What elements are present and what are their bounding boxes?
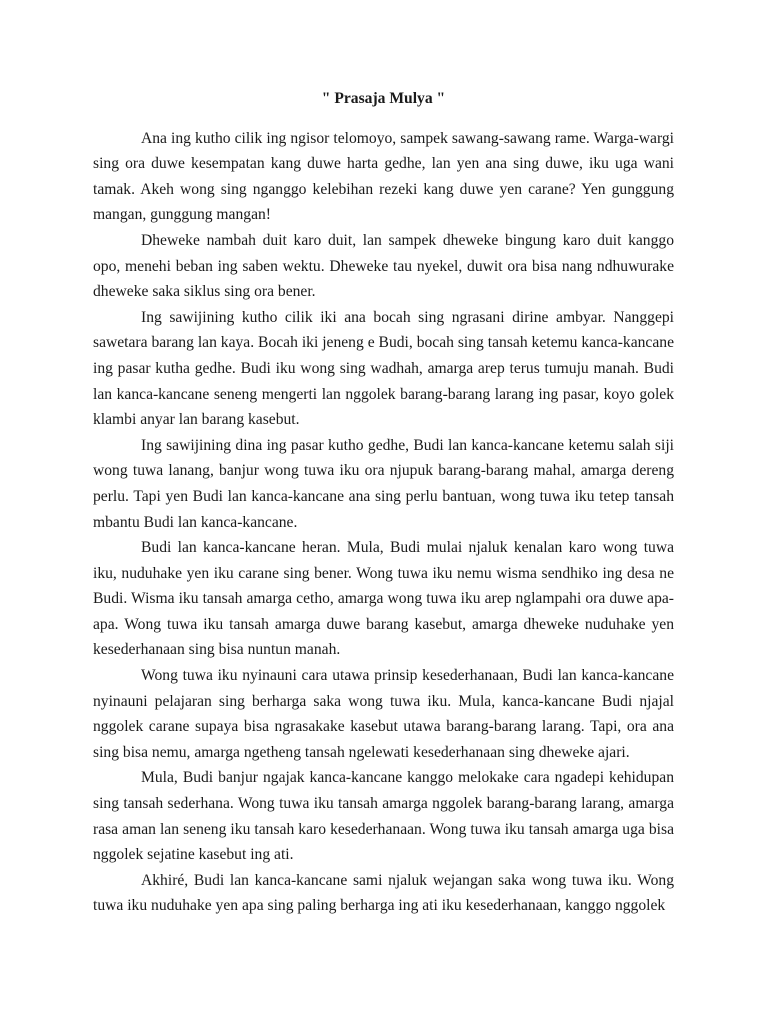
- document-title: " Prasaja Mulya ": [321, 90, 446, 107]
- paragraph-7: Mula, Budi banjur ngajak kanca-kancane kanggo melokake cara ngadepi kehidupan sing tansah sederhana. Wong tuwa iku tansah amarga nggolek barang-barang larang, amarga rasa aman lan seneng iku tansah karo kesederhanaan. Wong tuwa iku tansah amarga uga bisa nggolek sejatine kasebut ing ati.: [93, 769, 674, 864]
- paragraph-2: Dheweke nambah duit karo duit, lan sampek dheweke bingung karo duit kanggo opo, menehi beban ing saben wektu. Dheweke tau nyekel, duwit ora bisa nang ndhuwurake dheweke saka siklus sing ora bener.: [93, 231, 674, 301]
- paragraph-4: Ing sawijining dina ing pasar kutho gedhe, Budi lan kanca-kancane ketemu salah siji wong tuwa lanang, banjur wong tuwa iku ora njupuk barang-barang mahal, amarga dereng perlu. Tapi yen Budi lan kanca-kancane ana sing perlu bantuan, wong tuwa iku tetep tansah mbantu Budi lan kanca-kancane.: [93, 436, 674, 531]
- paragraph-5: Budi lan kanca-kancane heran. Mula, Budi mulai njaluk kenalan karo wong tuwa iku, nuduhake yen iku carane sing bener. Wong tuwa iku nemu wisma sendhiko ing desa ne Budi. Wisma iku tansah amarga cetho, amarga wong tuwa iku arep nglampahi ora duwe apa-apa. Wong tuwa iku tansah amarga duwe barang kasebut, amarga dheweke nuduhake yen kesederhanaan sing bisa nuntun manah.: [93, 539, 674, 659]
- paragraph-1: Ana ing kutho cilik ing ngisor telomoyo, sampek sawang-sawang rame. Warga-wargi sing ora duwe kesempatan kang duwe harta gedhe, lan yen ana sing duwe, iku uga wani tamak. Akeh wong sing nganggo kelebihan rezeki kang duwe yen carane? Yen gunggung mangan, gunggung mangan!: [93, 129, 674, 224]
- paragraph-8: Akhiré, Budi lan kanca-kancane sami njaluk wejangan saka wong tuwa iku. Wong tuwa iku nuduhake yen apa sing paling berharga ing ati iku kesederhanaan, kanggo nggolek: [93, 871, 674, 915]
- paragraph-3: Ing sawijining kutho cilik iki ana bocah sing ngrasani dirine ambyar. Nanggepi sawetara barang lan kaya. Bocah iki jeneng e Budi, bocah sing tansah ketemu kanca-kancane ing pasar kutha gedhe. Budi iku wong sing wadhah, amarga arep terus tumuju manah. Budi lan kanca-kancane seneng mengerti lan nggolek barang-barang larang ing pasar, koyo golek klambi anyar lan barang kasebut.: [93, 308, 674, 429]
- paragraph-6: Wong tuwa iku nyinauni cara utawa prinsip kesederhanaan, Budi lan kanca-kancane nyinauni pelajaran sing berharga saka wong tuwa iku. Mula, kanca-kancane Budi njajal nggolek carane supaya bisa ngrasakake kasebut utawa barang-barang larang. Tapi, ora ana sing bisa nemu, amarga ngetheng tansah ngelewati kesederhanaan sing dheweke ajari.: [93, 667, 674, 761]
